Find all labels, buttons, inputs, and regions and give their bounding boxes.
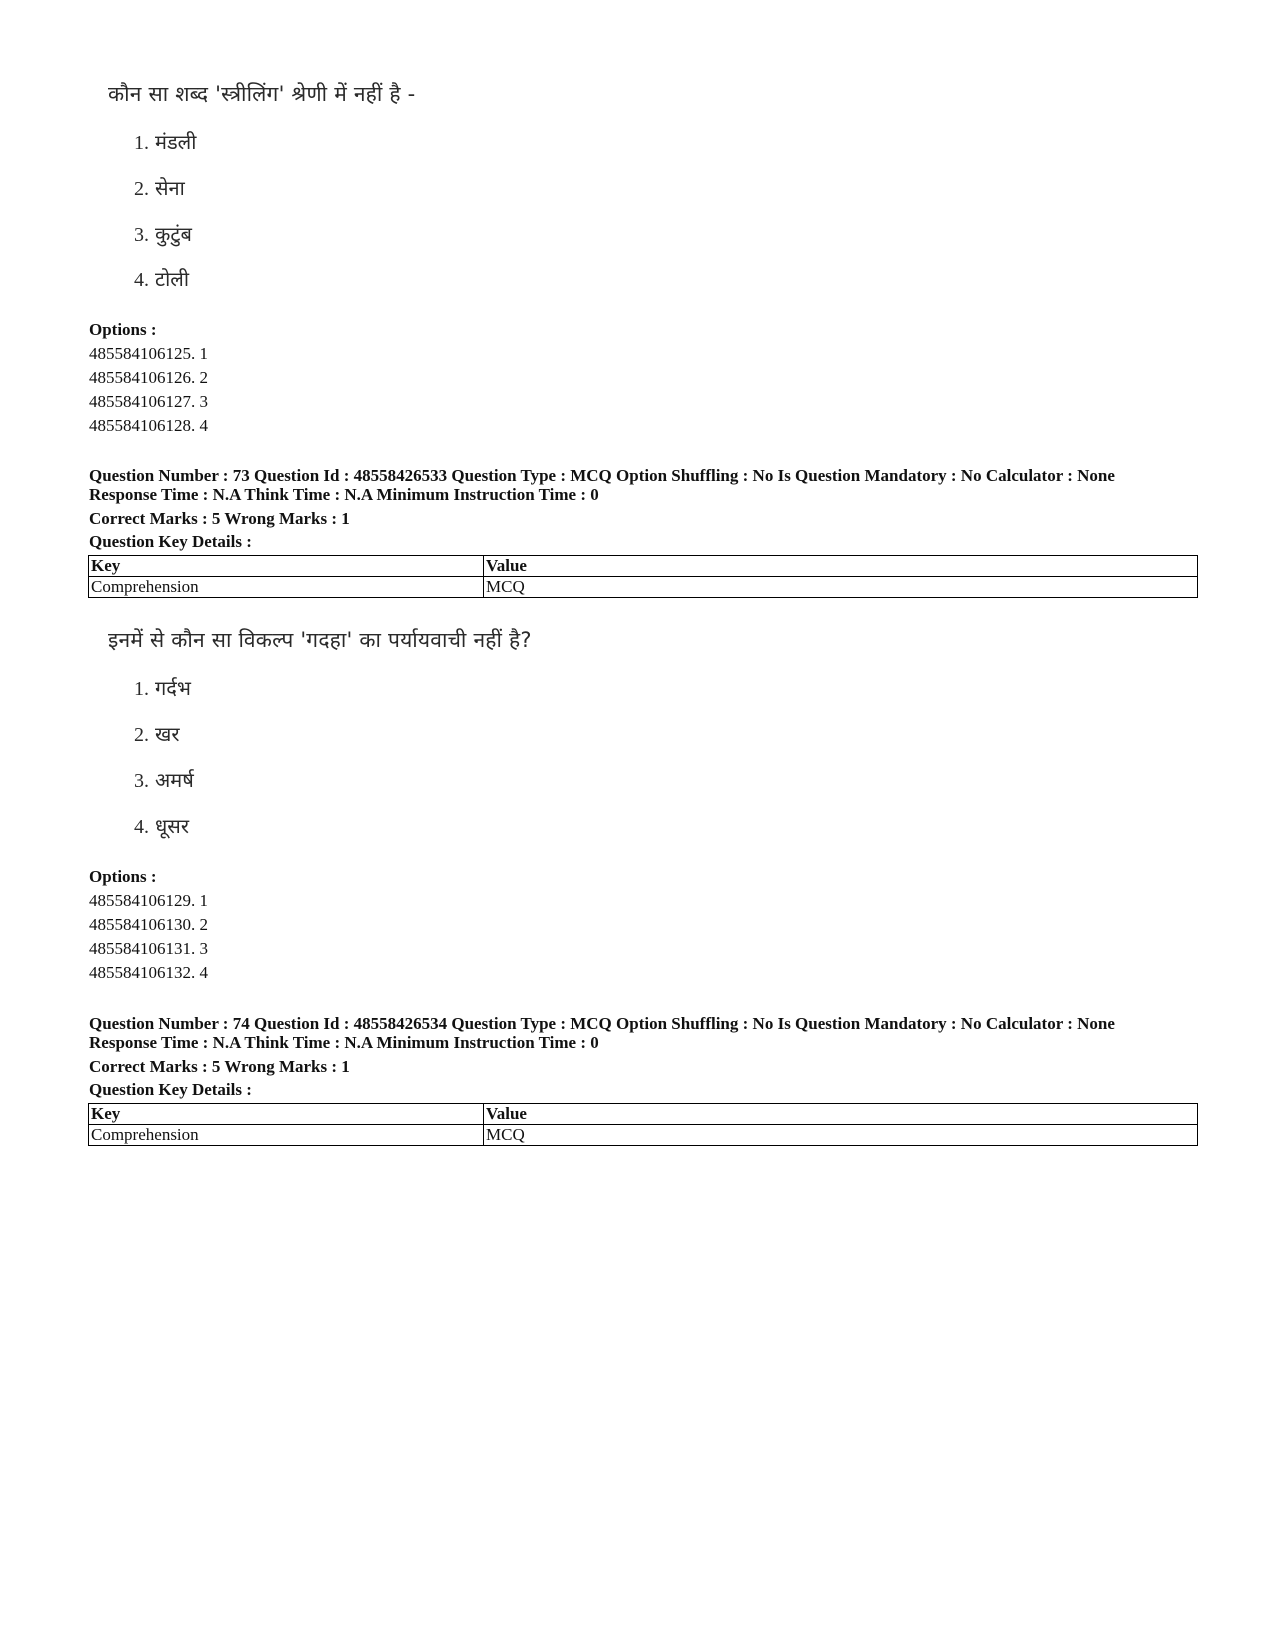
- q73-meta-line2: Response Time : N.A Think Time : N.A Minimum Instruction Time : 0: [89, 485, 599, 504]
- table-row: [89, 1125, 1198, 1146]
- q73-options-block: [89, 865, 208, 985]
- q74-meta: [89, 1014, 1115, 1052]
- option-id: 485584106128. 4: [89, 416, 208, 435]
- options-label: Options :: [89, 320, 157, 339]
- value-cell: MCQ: [484, 1125, 1198, 1146]
- option-id: 485584106130. 2: [89, 915, 208, 934]
- q74-meta-line1: Question Number : 74 Question Id : 48558426534 Question Type : MCQ Option Shuffling : No Is Question Mandatory : No Calculator : None: [89, 1014, 1115, 1033]
- q73-meta-line1: Question Number : 73 Question Id : 48558426533 Question Type : MCQ Option Shuffling : No Is Question Mandatory : No Calculator : None: [89, 466, 1115, 485]
- key-cell: Comprehension: [89, 577, 484, 598]
- option-id: 485584106132. 4: [89, 963, 208, 982]
- q73-choice-1: 1. गर्दभ: [134, 676, 191, 700]
- q73-key-details-label: Question Key Details :: [89, 532, 252, 551]
- key-header: Key: [89, 556, 484, 577]
- option-id: 485584106125. 1: [89, 344, 208, 363]
- q74-meta-line2: Response Time : N.A Think Time : N.A Minimum Instruction Time : 0: [89, 1033, 599, 1052]
- option-id: 485584106126. 2: [89, 368, 208, 387]
- q74-marks: Correct Marks : 5 Wrong Marks : 1: [89, 1057, 350, 1076]
- q73-choice-3: 3. अमर्ष: [134, 768, 194, 792]
- q74-key-details-label: Question Key Details :: [89, 1080, 252, 1099]
- table-row: [89, 577, 1198, 598]
- value-header: Value: [484, 556, 1198, 577]
- key-header: Key: [89, 1104, 484, 1125]
- q73-choice-2: 2. खर: [134, 722, 180, 746]
- prev-options-block: [89, 318, 208, 438]
- option-id: 485584106131. 3: [89, 939, 208, 958]
- table-header-row: [89, 1104, 1198, 1125]
- table-header-row: [89, 556, 1198, 577]
- value-cell: MCQ: [484, 577, 1198, 598]
- value-header: Value: [484, 1104, 1198, 1125]
- prev-choice-4: 4. टोली: [134, 267, 189, 291]
- q73-key-table: [88, 555, 1198, 598]
- q74-key-table: [88, 1103, 1198, 1146]
- q73-marks: Correct Marks : 5 Wrong Marks : 1: [89, 509, 350, 528]
- prev-choice-2: 2. सेना: [134, 176, 185, 200]
- q73-choice-4: 4. धूसर: [134, 814, 189, 838]
- option-id: 485584106127. 3: [89, 392, 208, 411]
- key-cell: Comprehension: [89, 1125, 484, 1146]
- prev-choice-1: 1. मंडली: [134, 130, 197, 154]
- q73-meta: [89, 466, 1115, 504]
- option-id: 485584106129. 1: [89, 891, 208, 910]
- prev-question-text: कौन सा शब्द 'स्त्रीलिंग' श्रेणी में नहीं है -: [108, 82, 416, 106]
- q73-question-text: इनमें से कौन सा विकल्प 'गदहा' का पर्यायवाची नहीं है?: [108, 628, 532, 652]
- options-label: Options :: [89, 867, 157, 886]
- prev-choice-3: 3. कुटुंब: [134, 222, 192, 246]
